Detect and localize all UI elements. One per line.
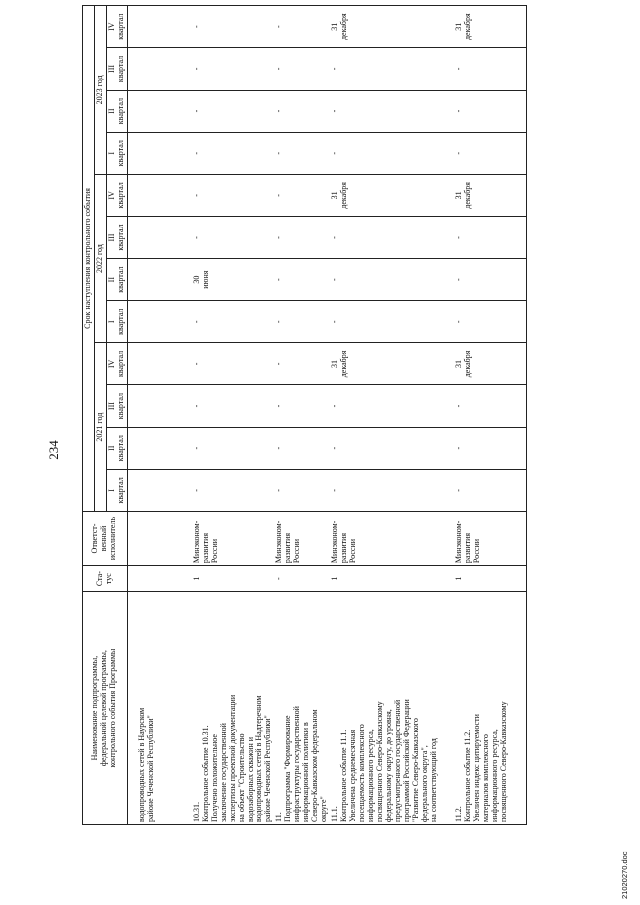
row-quarter-cell: - <box>274 343 330 385</box>
row-quarter-cell: 31 декабря <box>454 343 527 385</box>
row-number: 11.1. <box>330 806 340 822</box>
row-quarter-cell: - <box>454 132 527 174</box>
header-quarter-2-2: II квартал <box>106 259 127 301</box>
row-title: Контрольное событие 10.31. Получено положительное заключение государственной экспертизы проектной документации на объект "Строительство водозаборных скважин и водопроводных сетей в Надтеречном районе Чеченской Республики" <box>200 694 273 822</box>
header-quarter-3-2: II квартал <box>106 90 127 132</box>
row-quarter-cell: - <box>274 90 330 132</box>
row-quarter-cell: 31 декабря <box>454 6 527 48</box>
row-quarter-cell <box>127 90 192 132</box>
row-quarter-cell: - <box>192 385 275 427</box>
row-title: Контрольное событие 11.1. Увеличена среднемесячная посещаемость комплексного информационного ресурса, посвященного Северо-Кавказскому федеральному округу, до уровня, предусмотренного государственной программой Российской Федерации "Развитие Северо-Кавказского федерального округа", на соответствующий год <box>339 699 438 822</box>
header-year-2021: 2021 год <box>94 343 106 512</box>
row-quarter-cell: - <box>274 6 330 48</box>
row-quarter-cell <box>127 469 192 511</box>
row-quarter-cell <box>127 6 192 48</box>
row-quarter-cell: 31 декабря <box>330 174 454 216</box>
row-quarter-cell: - <box>330 427 454 469</box>
row-status: 1 <box>330 566 454 592</box>
row-quarter-cell <box>127 259 192 301</box>
row-quarter-cell: - <box>192 174 275 216</box>
row-name-cell <box>330 592 454 825</box>
row-executor: Минэконом- развития России <box>274 511 330 565</box>
row-quarter-cell: - <box>274 48 330 90</box>
row-quarter-cell: 31 декабря <box>454 174 527 216</box>
row-quarter-cell: - <box>454 301 527 343</box>
row-quarter-cell <box>127 132 192 174</box>
row-quarter-cell: - <box>454 90 527 132</box>
control-events-table <box>82 5 527 825</box>
row-quarter-cell <box>127 385 192 427</box>
row-quarter-cell: - <box>330 259 454 301</box>
header-year-2022: 2022 год <box>94 174 106 343</box>
footnote-filename: 21020270.doc <box>620 851 629 899</box>
row-quarter-cell <box>127 174 192 216</box>
page-number: 234 <box>46 440 61 460</box>
row-quarter-cell: - <box>192 343 275 385</box>
row-status <box>127 566 192 592</box>
row-name-cell <box>454 592 527 825</box>
row-quarter-cell: - <box>192 427 275 469</box>
table-row <box>454 6 527 825</box>
table-row <box>127 6 192 825</box>
row-title: водопроводных сетей в Наурском районе Чеченской Республики" <box>136 707 155 822</box>
row-number: 11.2. <box>454 806 464 822</box>
row-quarter-cell: - <box>454 216 527 258</box>
row-name-cell <box>192 592 275 825</box>
row-quarter-cell: 31 декабря <box>330 343 454 385</box>
row-quarter-cell: - <box>274 174 330 216</box>
table-body <box>127 6 526 825</box>
row-quarter-cell: - <box>330 90 454 132</box>
row-executor: Минэконом- развития России <box>454 511 527 565</box>
row-quarter-cell: - <box>274 259 330 301</box>
table-header <box>83 6 128 825</box>
row-quarter-cell: - <box>192 132 275 174</box>
row-quarter-cell: - <box>330 216 454 258</box>
row-executor: Минэконом- развития России <box>192 511 275 565</box>
row-quarter-cell: - <box>192 469 275 511</box>
row-quarter-cell: 31 декабря <box>330 6 454 48</box>
table-row <box>274 6 330 825</box>
row-quarter-cell: - <box>330 385 454 427</box>
header-quarter-2-3: III квартал <box>106 216 127 258</box>
row-quarter-cell: - <box>274 216 330 258</box>
row-quarter-cell <box>127 216 192 258</box>
row-quarter-cell: - <box>192 301 275 343</box>
row-title: Подпрограмма "Формирование инфраструктуры государственной информационной политики в Северо-Кавказском федеральном округе" <box>283 706 329 822</box>
row-executor: Минэконом- развития России <box>330 511 454 565</box>
row-number: 11. <box>274 812 284 822</box>
row-quarter-cell: - <box>192 90 275 132</box>
header-name-column: Наименование подпрограммы, федеральной целевой программы, контрольного события Программы <box>83 592 128 825</box>
row-title: Контрольное событие 11.2. Увеличен индекс цитируемости материалов комплексного информационного ресурса, посвященного Северо-Кавказскому <box>463 701 508 822</box>
row-quarter-cell: - <box>274 469 330 511</box>
row-quarter-cell: 30 июня <box>192 259 275 301</box>
row-quarter-cell <box>127 427 192 469</box>
header-quarter-1-1: I квартал <box>106 469 127 511</box>
row-quarter-cell: - <box>274 385 330 427</box>
row-quarter-cell: - <box>192 6 275 48</box>
row-quarter-cell: - <box>330 48 454 90</box>
header-executor-column: Ответст- венный исполнитель <box>83 511 128 565</box>
row-quarter-cell <box>127 301 192 343</box>
row-quarter-cell: - <box>274 427 330 469</box>
row-name-cell <box>127 592 192 825</box>
row-quarter-cell: - <box>330 301 454 343</box>
header-status-column: Ста- тус <box>83 566 128 592</box>
header-quarter-3-1: I квартал <box>106 132 127 174</box>
row-quarter-cell: - <box>274 132 330 174</box>
header-quarter-3-4: IV квартал <box>106 6 127 48</box>
row-status: 1 <box>192 566 275 592</box>
row-quarter-cell: - <box>454 259 527 301</box>
header-deadline-group: Срок наступления контрольного события <box>83 6 95 512</box>
row-number: 10.31. <box>191 802 201 822</box>
row-quarter-cell <box>127 48 192 90</box>
row-quarter-cell: - <box>454 469 527 511</box>
header-quarter-3-3: III квартал <box>106 48 127 90</box>
header-quarter-1-2: II квартал <box>106 427 127 469</box>
row-quarter-cell: - <box>330 469 454 511</box>
header-quarter-1-3: III квартал <box>106 385 127 427</box>
header-quarter-1-4: IV квартал <box>106 343 127 385</box>
row-quarter-cell <box>127 343 192 385</box>
header-quarter-2-1: I квартал <box>106 301 127 343</box>
row-quarter-cell: - <box>192 216 275 258</box>
row-quarter-cell: - <box>454 385 527 427</box>
row-quarter-cell: - <box>454 427 527 469</box>
row-status: 1 <box>454 566 527 592</box>
row-name-cell <box>274 592 330 825</box>
row-status: - <box>274 566 330 592</box>
row-quarter-cell: - <box>454 48 527 90</box>
header-quarter-2-4: IV квартал <box>106 174 127 216</box>
row-quarter-cell: - <box>192 48 275 90</box>
table-row <box>192 6 275 825</box>
table-row <box>330 6 454 825</box>
header-year-2023: 2023 год <box>94 6 106 175</box>
row-quarter-cell: - <box>330 132 454 174</box>
row-executor <box>127 511 192 565</box>
row-quarter-cell: - <box>274 301 330 343</box>
